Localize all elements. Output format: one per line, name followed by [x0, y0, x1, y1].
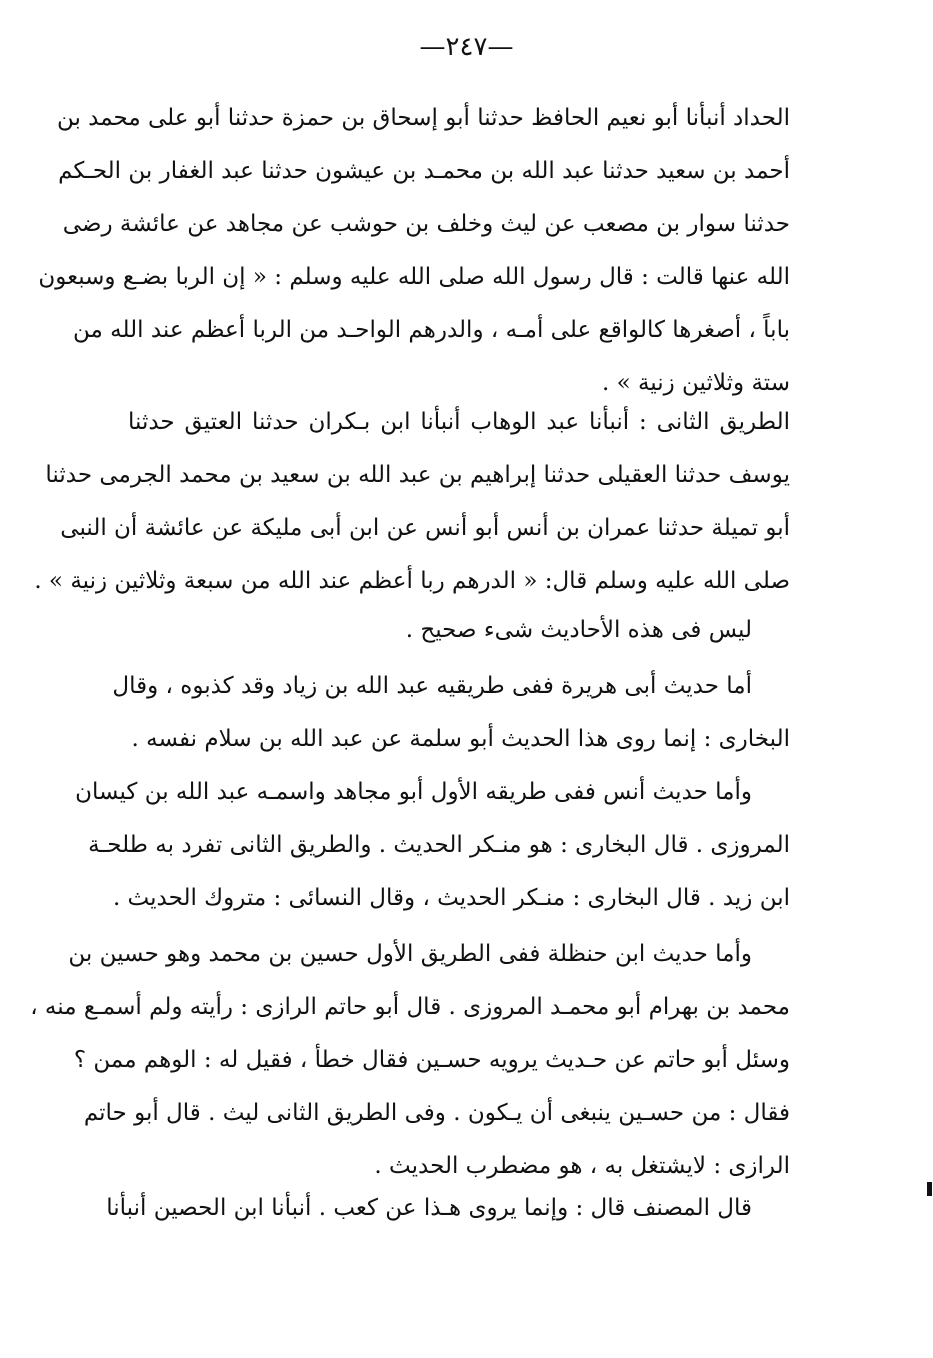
text-line: وسئل أبو حاتم عن حـديث يرويه حسـين فقال خطأ ، فقيل له : الوهم ممن ؟ — [73, 1047, 790, 1073]
text-line: ليس فى هذه الأحاديث شىء صحيح . — [405, 617, 752, 643]
text-line: ستة وثلاثين زنية » . — [601, 370, 790, 396]
text-line: باباً ، أصغرها كالواقع على أمـه ، والدرهم الواحـد من الربا أعظم عند الله من — [73, 317, 790, 343]
text-line: صلى الله عليه وسلم قال: « الدرهم ربا أعظم عند الله من سبعة وثلاثين زنية » . — [34, 568, 790, 594]
text-line: أبو تميلة حدثنا عمران بن أنس أبو أنس عن ابن أبى مليكة عن عائشة أن النبى — [60, 515, 790, 541]
text-line: فقال : من حسـين ينبغى أن يـكون . وفى الطريق الثانى ليث . قال أبو حاتم — [83, 1100, 790, 1126]
paragraph-3 — [128, 604, 790, 657]
text-line: الله عنها قالت : قال رسول الله صلى الله عليه وسلم : « إن الربا بضـع وسبعون — [38, 264, 790, 290]
text-line: محمد بن بهرام أبو محمـد المروزى . قال أبو حاتم الرازى : رأيته ولم أسمـع منه ، — [30, 994, 790, 1020]
paragraph-2 — [34, 396, 790, 608]
text-line: وأما حديث ابن حنظلة ففى الطريق الأول حسين بن محمد وهو حسين بن — [68, 941, 752, 967]
text-line: حدثنا سوار بن مصعب عن ليث وخلف بن حوشب عن مجاهد عن عائشة رضى — [62, 211, 790, 237]
text-line: الطريق الثانى : أنبأنا عبد الوهاب أنبأنا ابن بـكران حدثنا العتيق حدثنا — [128, 409, 790, 435]
text-line: أما حديث أبى هريرة ففى طريقيه عبد الله بن زياد وقد كذبوه ، وقال — [112, 673, 752, 699]
text-line: وأما حديث أنس ففى طريقه الأول أبو مجاهد واسمـه عبد الله بن كيسان — [75, 779, 752, 805]
page-number: —٢٤٧— — [419, 32, 514, 62]
scan-edge-mark — [927, 1182, 932, 1196]
paragraph-4 — [112, 660, 790, 766]
paragraph-1 — [38, 92, 790, 410]
paragraph-5 — [75, 766, 790, 925]
paragraph-7 — [106, 1182, 790, 1235]
text-line: قال المصنف قال : وإنما يروى هـذا عن كعب . أنبأنا ابن الحصين أنبأنا — [106, 1195, 752, 1221]
text-line: يوسف حدثنا العقيلى حدثنا إبراهيم بن عبد الله بن سعيد بن محمد الجرمى حدثنا — [45, 462, 790, 488]
text-line: البخارى : إنما روى هذا الحديث أبو سلمة عن عبد الله بن سلام نفسه . — [131, 726, 790, 752]
text-line: الرازى : لايشتغل به ، هو مضطرب الحديث . — [374, 1153, 790, 1179]
paragraph-6 — [30, 928, 790, 1193]
text-line: المروزى . قال البخارى : هو منـكر الحديث . والطريق الثانى تفرد به طلحـة — [88, 832, 790, 858]
text-line: أحمد بن سعيد حدثنا عبد الله بن محمـد بن عيشون حدثنا عبد الغفار بن الحـكم — [58, 158, 790, 184]
text-line: الحداد أنبأنا أبو نعيم الحافظ حدثنا أبو إسحاق بن حمزة حدثنا أبو على محمد بن — [56, 105, 790, 131]
text-line: ابن زيد . قال البخارى : منـكر الحديث ، وقال النسائى : متروك الحديث . — [112, 885, 790, 911]
